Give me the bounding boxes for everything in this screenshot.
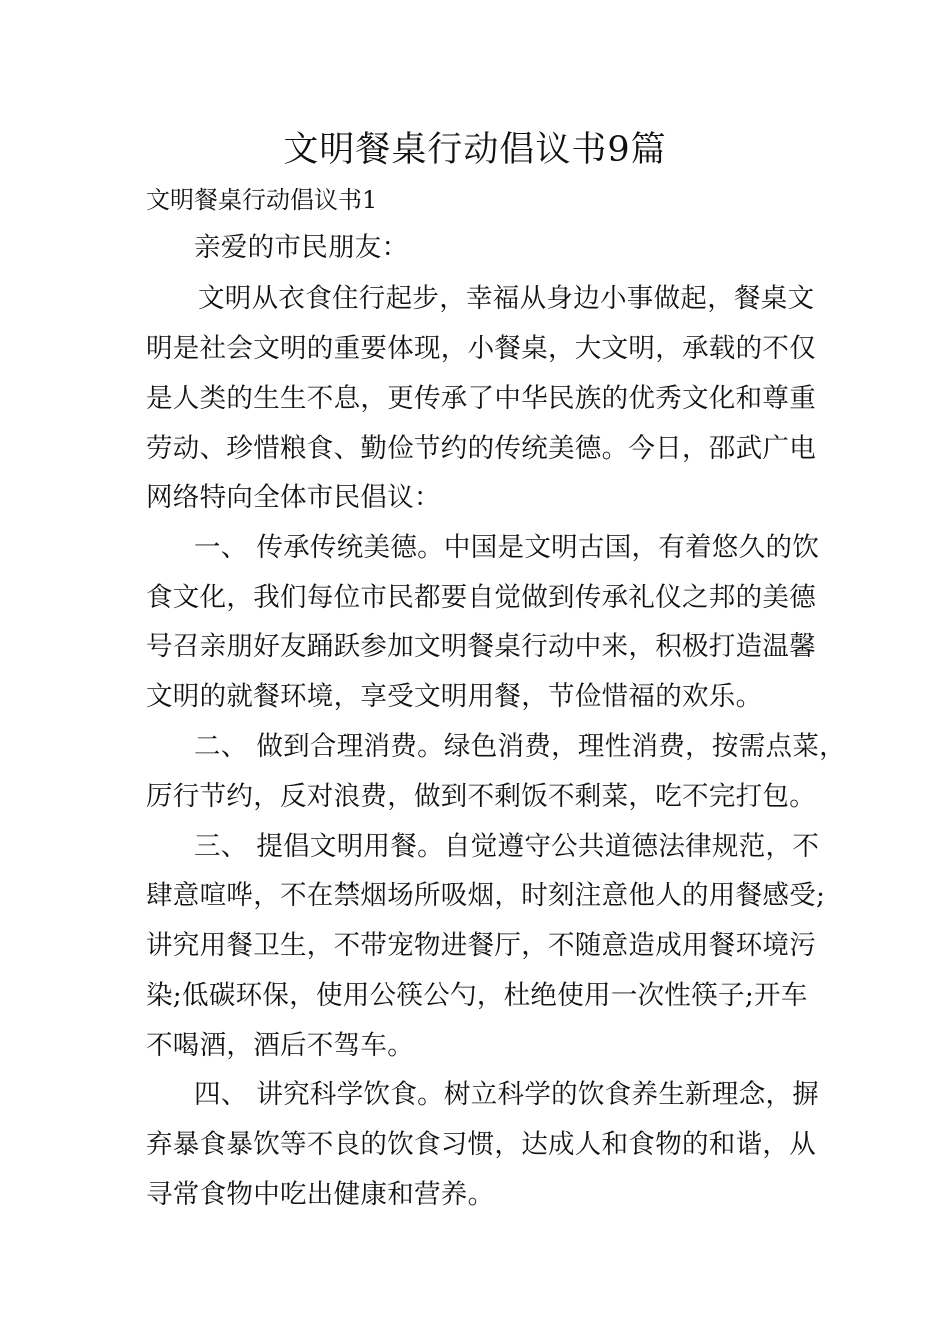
- paragraph-line: 食文化，我们每位市民都要自觉做到传承礼仪之邦的美德: [146, 582, 816, 613]
- paragraph-line: 厉行节约，反对浪费，做到不剩饭不剩菜，吃不完打包。: [146, 781, 816, 812]
- paragraph-line: 一、 传承传统美德。中国是文明古国，有着悠久的饮: [194, 532, 820, 563]
- section-heading: 文明餐桌行动倡议书1: [146, 186, 378, 214]
- paragraph-line: 明是社会文明的重要体现，小餐桌，大文明，承载的不仅: [146, 333, 816, 364]
- paragraph-line: 弃暴食暴饮等不良的饮食习惯，达成人和食物的和谐，从: [146, 1129, 816, 1160]
- document-title: 文明餐桌行动倡议书9篇: [283, 130, 667, 170]
- paragraph-line: 劳动、珍惜粮食、勤俭节约的传统美德。今日，邵武广电: [146, 433, 816, 464]
- paragraph-line: 肆意喧哗，不在禁烟场所吸烟，时刻注意他人的用餐感受;: [146, 880, 826, 911]
- paragraph-line: 不喝酒，酒后不驾车。: [146, 1030, 414, 1061]
- paragraph-line: 文明从衣食住行起步，幸福从身边小事做起，餐桌文: [198, 283, 815, 314]
- paragraph-line: 号召亲朋好友踊跃参加文明餐桌行动中来，积极打造温馨: [146, 631, 816, 662]
- paragraph-line: 文明的就餐环境，享受文明用餐，节俭惜福的欢乐。: [146, 681, 763, 712]
- paragraph-line: 染;低碳环保，使用公筷公勺，杜绝使用一次性筷子;开车: [146, 980, 808, 1011]
- paragraph-line: 四、 讲究科学饮食。树立科学的饮食养生新理念，摒: [194, 1079, 820, 1110]
- paragraph-line: 是人类的生生不息，更传承了中华民族的优秀文化和尊重: [146, 383, 816, 414]
- paragraph-line: 寻常食物中吃出健康和营养。: [146, 1179, 495, 1210]
- paragraph-line: 二、 做到合理消费。绿色消费，理性消费，按需点菜，: [194, 731, 846, 762]
- paragraph-line: 网络特向全体市民倡议：: [146, 482, 441, 513]
- salutation: 亲爱的市民朋友：: [194, 232, 409, 263]
- paragraph-line: 三、 提倡文明用餐。自觉遵守公共道德法律规范，不: [194, 831, 820, 862]
- paragraph-line: 讲究用餐卫生，不带宠物进餐厅，不随意造成用餐环境污: [146, 930, 816, 961]
